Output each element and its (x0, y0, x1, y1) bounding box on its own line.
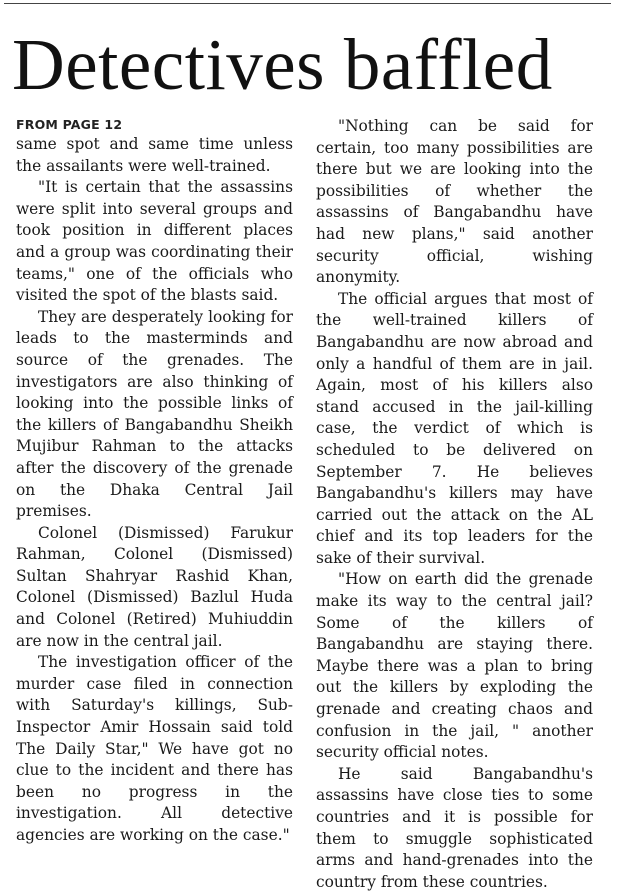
paragraph: same spot and same time unless the assailants were well-trained. (16, 135, 293, 175)
headline: Detectives baffled (12, 24, 553, 105)
top-rule (4, 3, 611, 4)
paragraph: Colonel (Dismissed) Farukur Rahman, Colonel (Dismissed) Sultan Shahryar Rashid Khan, Colonel (Dismissed) Bazlul Huda and Colonel (Retired) Muhiuddin are now in the central jail. (16, 523, 293, 650)
paragraph: "It is certain that the assassins were split into several groups and took position in different places and a group was coordinating their teams," one of the officials who visited the spot of the blasts said. (16, 178, 293, 305)
paragraph: He said Bangabandhu's assassins have close ties to some countries and it is possible for them to smuggle sophisticated arms and hand-grenades into the country from these countries. (316, 764, 593, 891)
paragraph: They are desperately looking for leads to the masterminds and source of the grenades. The investigators are also thinking of looking into the possible links of the killers of Bangabandhu Sheikh Mujibur Rahman to the attacks after the discovery of the grenade on the Dhaka Central Jail premises. (16, 307, 293, 521)
paragraph: The investigation officer of the murder case filed in connection with Saturday's killings, Sub-Inspector Amir Hossain said told The Daily Star," We have got no clue to the incident and there has been no progress in the investigation. All detective agencies are working on the case." (16, 653, 293, 844)
paragraph: "How on earth did the grenade make its way to the central jail? Some of the killers of Bangabandhu are staying there. Maybe there was a plan to bring out the killers by exploding the grenade and creating chaos and confusion in the jail, " another security official notes. (316, 570, 593, 762)
article-column-left (16, 116, 293, 847)
jump-line: FROM PAGE 12 (16, 117, 123, 132)
paragraph: The official argues that most of the well-trained killers of Bangabandhu are now abroad and only a handful of them are in jail. Again, most of his killers also stand accused in the jail-killing case, the verdict of which is scheduled to be delivered on September 7. He believes Bangabandhu's killers may have carried out the attack on the AL chief and its top leaders for the sake of their survival. (316, 289, 593, 567)
article-column-right (316, 116, 593, 893)
paragraph: "Nothing can be said for certain, too many possibilities are there but we are looking into the possibilities of whether the assassins of Bangabandhu have had new plans," said another security official, wishing anonymity. (316, 117, 593, 287)
